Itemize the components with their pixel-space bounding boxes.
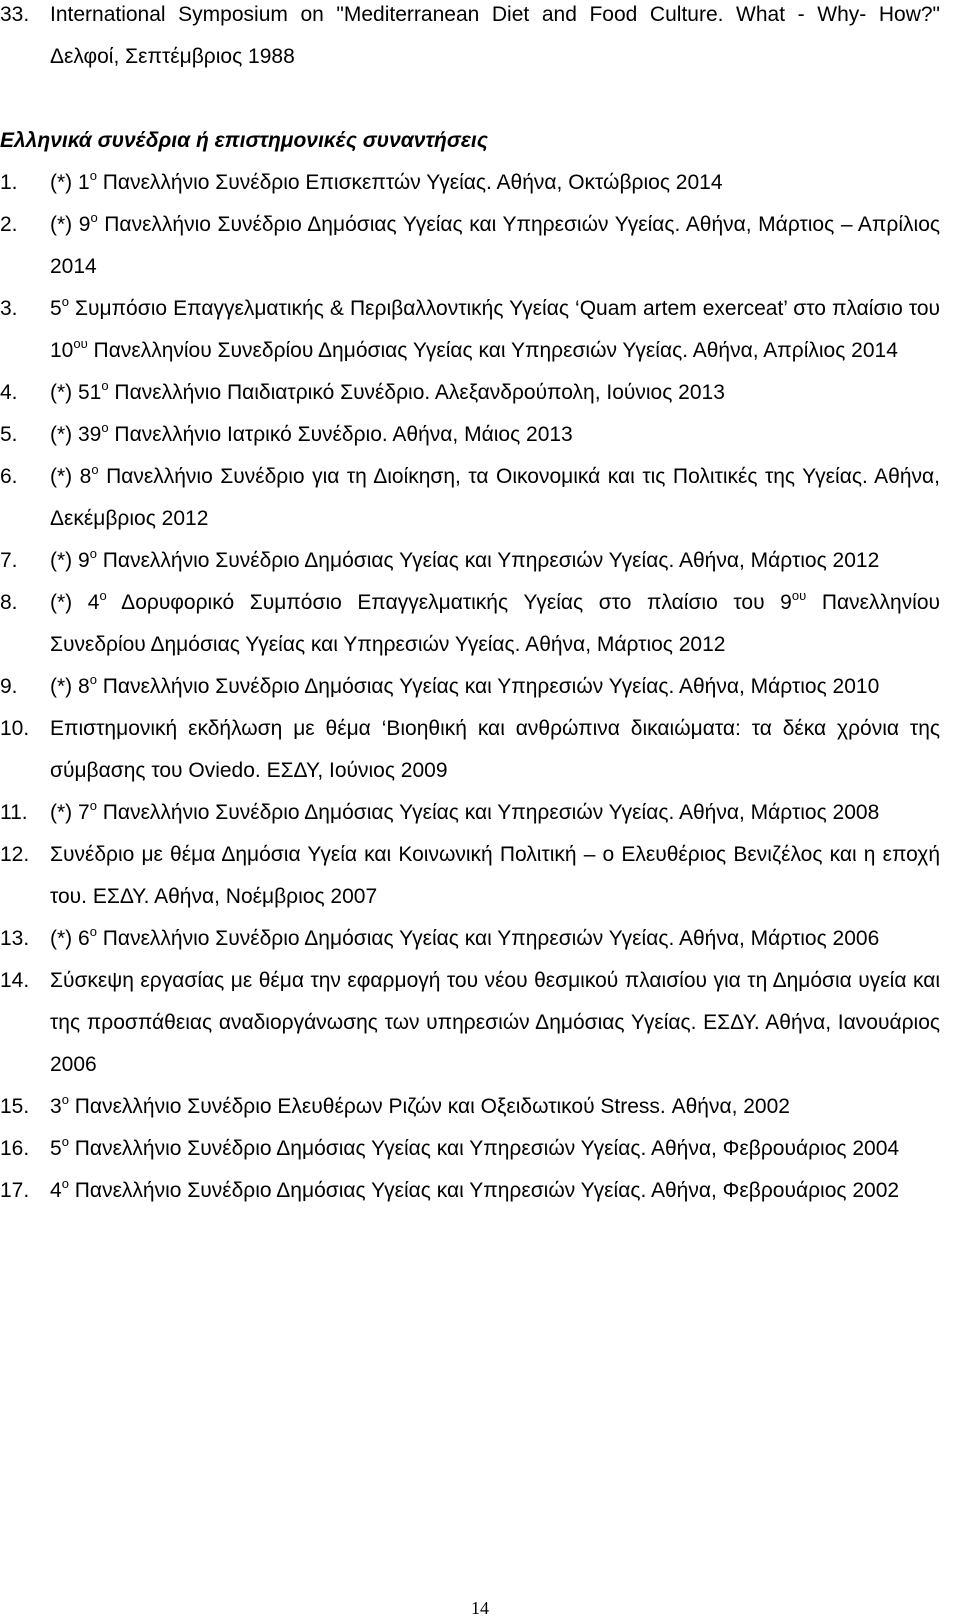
- list-item: [0, 372, 960, 414]
- item-text: Πανελλήνιο Συνέδριο Δημόσιας Υγείας και Υπηρεσιών Υγείας. Αθήνα, Μάρτιος 2012: [96, 549, 880, 572]
- item-text: Πανελλήνιο Συνέδριο Δημόσιας Υγείας και Υπηρεσιών Υγείας. Αθήνα, Φεβρουάριος 2004: [68, 1137, 900, 1160]
- ordinal-superscript: ο: [61, 1134, 69, 1149]
- item-number: 6.: [0, 465, 18, 488]
- item-text: Σύσκεψη εργασίας με θέμα την εφαρμογή του νέου θεσμικού πλαισίου για τη Δημόσια υγεία και της προσπάθειας αναδιοργάνωσης των υπηρεσιών Δημόσιας Υγείας. ΕΣΔΥ. Αθήνα, Ιανουάριος 2006: [50, 969, 940, 1076]
- item-text: (*) 9: [50, 213, 91, 236]
- item-number: 2.: [0, 213, 18, 236]
- page-number: 14: [471, 1598, 489, 1618]
- ordinal-superscript: ο: [89, 672, 97, 687]
- blank-line: [0, 78, 960, 120]
- item-text: (*) 7: [50, 801, 90, 824]
- ordinal-superscript: ο: [89, 798, 97, 813]
- item-number: 12.: [0, 843, 30, 866]
- list-item: [0, 708, 960, 792]
- item-text: Πανελληνίου Συνεδρίου Δημόσιας Υγείας και Υπηρεσιών Υγείας. Αθήνα, Απρίλιος 2014: [87, 339, 898, 362]
- item-text: (*) 9: [50, 549, 90, 572]
- ordinal-superscript: ο: [61, 1092, 69, 1107]
- list-item: [0, 162, 960, 204]
- item-text: Πανελλήνιο Συνέδριο Δημόσιας Υγείας και Υπηρεσιών Υγείας. Αθήνα, Μάρτιος – Απρίλιος 2014: [50, 213, 940, 278]
- list-item: [0, 540, 960, 582]
- item-number: 14.: [0, 969, 30, 992]
- list-item: [0, 918, 960, 960]
- item-text: (*) 39: [50, 423, 102, 446]
- item-number: 4.: [0, 381, 18, 404]
- list-item: [0, 414, 960, 456]
- item-number: 5.: [0, 423, 18, 446]
- list-item: [0, 834, 960, 918]
- item-text: (*) 8: [50, 675, 90, 698]
- international-conferences-list: [0, 0, 960, 78]
- item-text: 3: [50, 1095, 62, 1118]
- item-text: Πανελλήνιο Συνέδριο Δημόσιας Υγείας και Υπηρεσιών Υγείας. Αθήνα, Μάρτιος 2010: [96, 675, 880, 698]
- item-text: International Symposium on "Mediterranean Diet and Food Culture. What - Why- How?" Δελφοί, Σεπτέμβριος 1988: [50, 3, 940, 68]
- list-item: [0, 582, 960, 666]
- item-number: 16.: [0, 1137, 30, 1160]
- item-number: 3.: [0, 297, 18, 320]
- item-number: 7.: [0, 549, 18, 572]
- item-text: Πανελλήνιο Συνέδριο Ελευθέρων Ριζών και Οξειδωτικού Stress. Αθήνα, 2002: [68, 1095, 790, 1118]
- list-item: [0, 288, 960, 372]
- item-text: Πανελλήνιο Συνέδριο Επισκεπτών Υγείας. Αθήνα, Οκτώβριος 2014: [96, 171, 723, 194]
- item-number: 11.: [0, 801, 28, 824]
- item-text: Πανελλήνιο Ιατρικό Συνέδριο. Αθήνα, Μάιος 2013: [108, 423, 573, 446]
- ordinal-superscript: ο: [61, 294, 69, 309]
- item-number: 13.: [0, 927, 30, 950]
- list-item: [0, 1086, 960, 1128]
- item-number: 9.: [0, 675, 18, 698]
- item-text: Επιστημονική εκδήλωση με θέμα ‘Βιοηθική και ανθρώπινα δικαιώματα: τα δέκα χρόνια της σύμβασης του Oviedo. ΕΣΔΥ, Ιούνιος 2009: [50, 717, 940, 782]
- list-item: [0, 1128, 960, 1170]
- item-text: Πανελληνίου Συνεδρίου Δημόσιας Υγείας και Υπηρεσιών Υγείας. Αθήνα, Μάρτιος 2012: [50, 591, 940, 656]
- item-text: 5: [50, 1137, 62, 1160]
- item-text: Πανελλήνιο Παιδιατρικό Συνέδριο. Αλεξανδρούπολη, Ιούνιος 2013: [108, 381, 725, 404]
- ordinal-superscript: ο: [89, 924, 97, 939]
- list-item: [0, 960, 960, 1086]
- item-text: 4: [50, 1179, 62, 1202]
- item-number: 1.: [0, 171, 18, 194]
- ordinal-superscript: ου: [791, 588, 807, 603]
- item-text: Πανελλήνιο Συνέδριο για τη Διοίκηση, τα Οικονομικά και τις Πολιτικές της Υγείας. Αθήνα, Δεκέμβριος 2012: [50, 465, 940, 530]
- item-text: (*) 51: [50, 381, 102, 404]
- list-item: [0, 666, 960, 708]
- item-number: 10.: [0, 717, 30, 740]
- item-number: 17.: [0, 1179, 30, 1202]
- list-item: [0, 456, 960, 540]
- ordinal-superscript: ο: [91, 462, 99, 477]
- ordinal-superscript: ο: [89, 546, 97, 561]
- item-text: Πανελλήνιο Συνέδριο Δημόσιας Υγείας και Υπηρεσιών Υγείας. Αθήνα, Μάρτιος 2008: [96, 801, 880, 824]
- item-text: 5: [50, 297, 62, 320]
- ordinal-superscript: ο: [101, 378, 109, 393]
- section-heading: Ελληνικά συνέδρια ή επιστημονικές συναντήσεις: [0, 129, 488, 152]
- ordinal-superscript: ου: [73, 336, 88, 351]
- item-text: Συμπόσιο Επαγγελματικής & Περιβαλλοντικής Υγείας ‘Quam artem exerceat’ στο πλαίσιο του 10: [50, 297, 940, 362]
- ordinal-superscript: ο: [99, 588, 107, 603]
- list-item: [0, 1170, 960, 1212]
- item-text: (*) 8: [50, 465, 92, 488]
- item-text: Πανελλήνιο Συνέδριο Δημόσιας Υγείας και Υπηρεσιών Υγείας. Αθήνα, Φεβρουάριος 2002: [68, 1179, 900, 1202]
- greek-conferences-list: [0, 162, 960, 1212]
- list-item: [0, 0, 960, 78]
- item-number: 8.: [0, 591, 18, 614]
- list-item: [0, 204, 960, 288]
- item-text: (*) 4: [50, 591, 100, 614]
- item-text: (*) 1: [50, 171, 90, 194]
- list-item: [0, 792, 960, 834]
- item-number: 33.: [0, 3, 30, 26]
- ordinal-superscript: ο: [90, 210, 98, 225]
- ordinal-superscript: ο: [61, 1176, 69, 1191]
- item-number: 15.: [0, 1095, 30, 1118]
- ordinal-superscript: ο: [89, 168, 97, 183]
- item-text: (*) 6: [50, 927, 90, 950]
- item-text: Συνέδριο με θέμα Δημόσια Υγεία και Κοινωνική Πολιτική – ο Ελευθέριος Βενιζέλος και η εποχή του. ΕΣΔΥ. Αθήνα, Νοέμβριος 2007: [50, 843, 940, 908]
- ordinal-superscript: ο: [101, 420, 109, 435]
- item-text: Πανελλήνιο Συνέδριο Δημόσιας Υγείας και Υπηρεσιών Υγείας. Αθήνα, Μάρτιος 2006: [96, 927, 880, 950]
- item-text: Δορυφορικό Συμπόσιο Επαγγελματικής Υγείας στο πλαίσιο του 9: [106, 591, 792, 614]
